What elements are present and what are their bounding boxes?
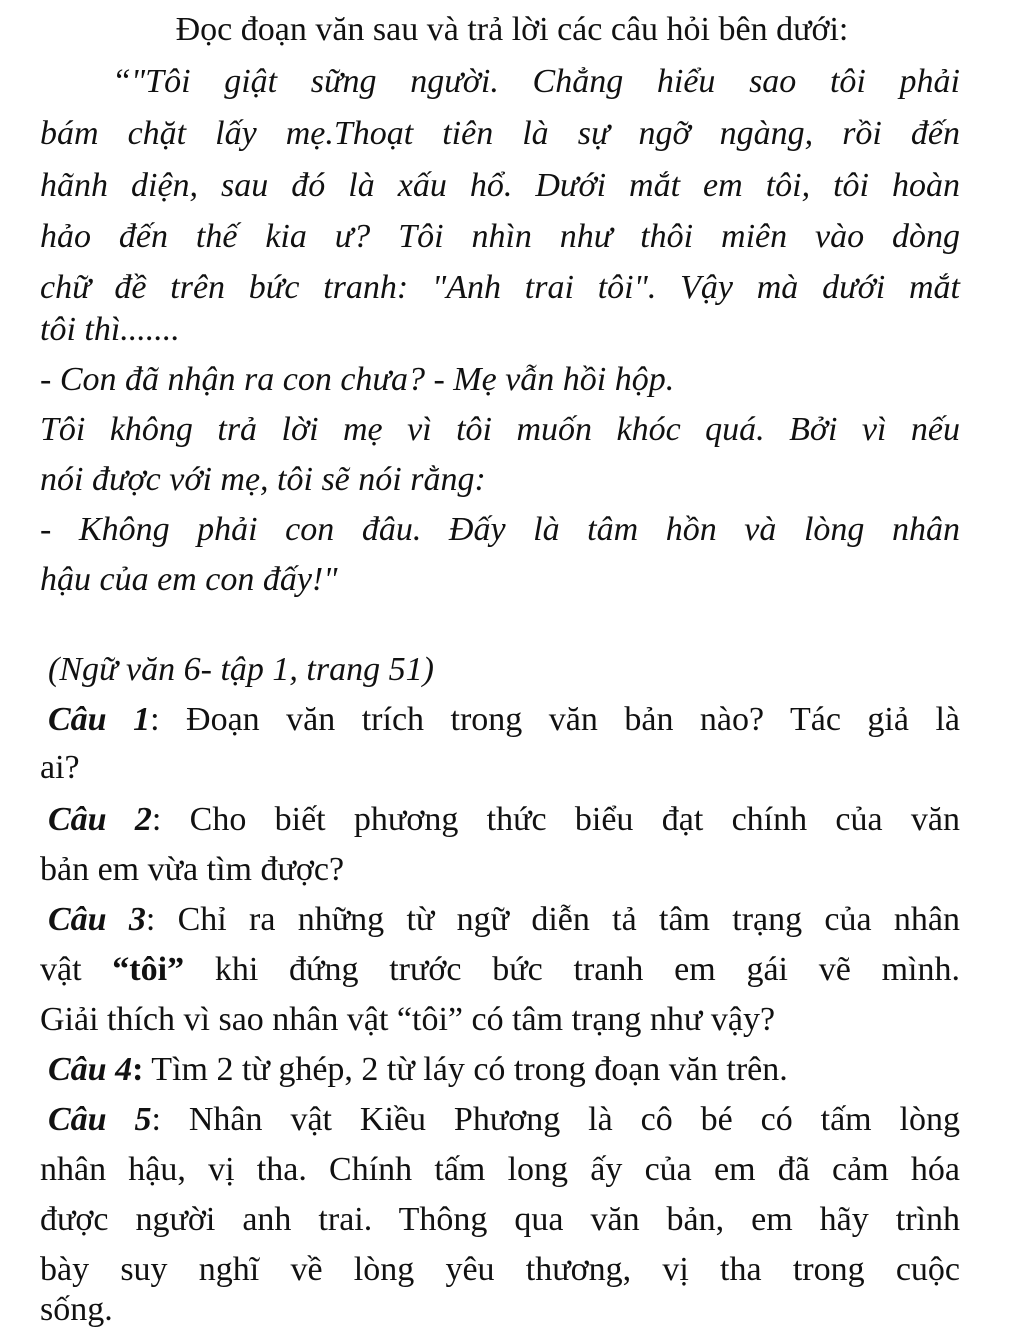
question-label: Câu 1 [48,701,151,738]
question-label: Câu 3 [48,901,146,938]
question-text: vật [40,951,113,988]
question-line [48,1050,960,1098]
question-line [48,800,960,848]
passage-line: tôi thì....... [40,311,180,348]
document-page [40,0,960,1330]
passage-line: chữ đề trên bức tranh: "Anh trai tôi". Vậy mà dưới mắt [40,269,960,306]
question-text: khi đứng trước bức tranh em gái vẽ mình. [184,951,960,988]
question-label: Câu 4 [48,1051,133,1088]
question-text: : Đoạn văn trích trong văn bản nào? Tác giả là [150,701,960,738]
question-line: bày suy nghĩ về lòng yêu thương, vị tha trong cuộc [40,1251,960,1288]
question-colon: : [132,1051,144,1088]
question-line [40,950,960,998]
question-line: ai? [40,749,80,786]
question-line: sống. [40,1291,113,1328]
question-line: bản em vừa tìm được? [40,851,345,888]
question-line [48,900,960,948]
passage-line: hảo đến thế kia ư? Tôi nhìn như thôi miên vào dòng [40,218,960,255]
question-text: : Cho biết phương thức biểu đạt chính của văn [151,801,960,838]
passage-line: Tôi không trả lời mẹ vì tôi muốn khóc quá. Bởi vì nếu [40,411,960,448]
question-line [48,700,960,748]
question-line [48,1100,960,1148]
passage-line: hậu của em con đấy!" [40,561,338,598]
instruction-heading: Đọc đoạn văn sau và trả lời các câu hỏi bên dưới: [175,11,849,48]
source-citation: (Ngữ văn 6- tập 1, trang 51) [48,651,434,688]
question-label: Câu 5 [48,1101,152,1138]
question-label: Câu 2 [48,801,152,838]
question-line: nhân hậu, vị tha. Chính tấm long ấy của em đã cảm hóa [40,1151,960,1188]
passage-line: hãnh diện, sau đó là xấu hổ. Dưới mắt em tôi, tôi hoàn [40,167,960,204]
passage-line: - Không phải con đâu. Đấy là tâm hồn và lòng nhân [40,511,960,548]
quoted-term: “tôi” [112,951,185,988]
passage-line: bám chặt lấy mẹ.Thoạt tiên là sự ngỡ ngàng, rồi đến [40,115,960,152]
question-text: : Chỉ ra những từ ngữ diễn tả tâm trạng của nhân [145,901,961,938]
passage-line: “"Tôi giật sững người. Chẳng hiểu sao tôi phải [112,63,960,100]
question-text: : Nhân vật Kiều Phương là cô bé có tấm lòng [151,1101,960,1138]
passage-line: nói được với mẹ, tôi sẽ nói rằng: [40,461,486,498]
question-line: được người anh trai. Thông qua văn bản, em hãy trình [40,1201,960,1238]
question-text: Tìm 2 từ ghép, 2 từ láy có trong đoạn văn trên. [143,1051,788,1088]
passage-line: - Con đã nhận ra con chưa? - Mẹ vẫn hồi hộp. [40,361,675,398]
question-line: Giải thích vì sao nhân vật “tôi” có tâm trạng như vậy? [40,1001,776,1038]
